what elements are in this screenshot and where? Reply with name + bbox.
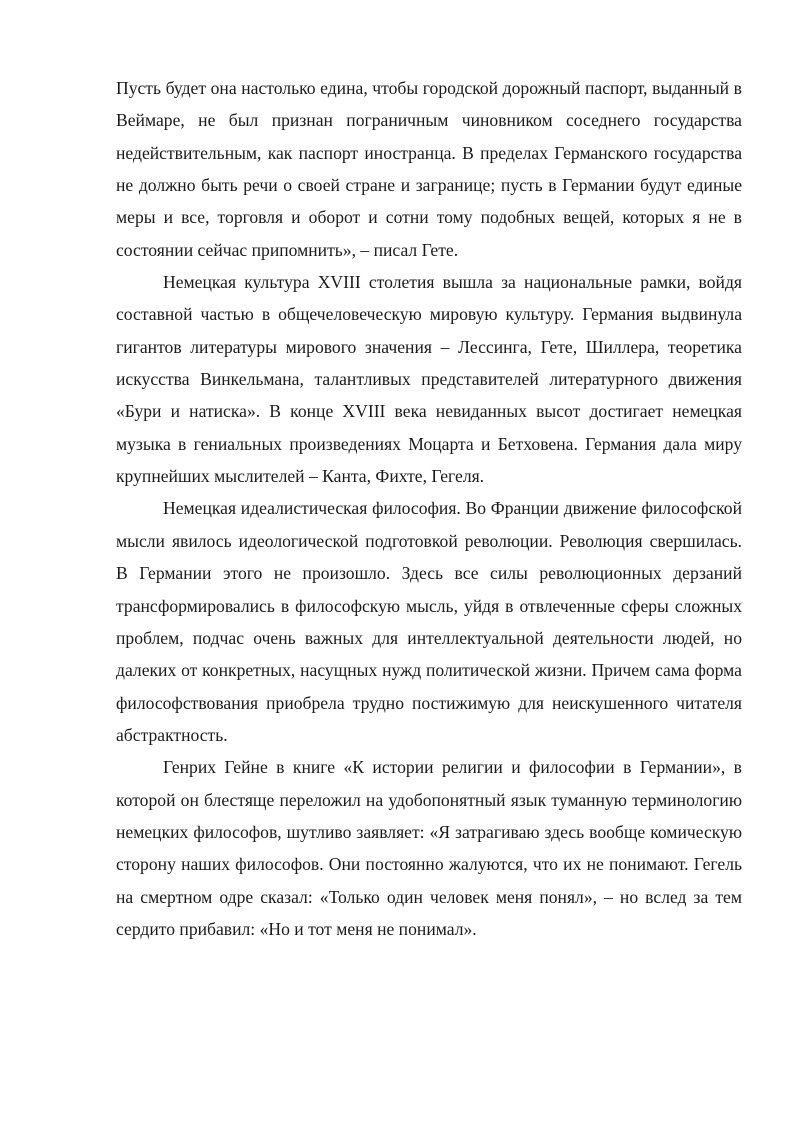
paragraph-passport-quote: Пусть будет она настолько едина, чтобы городской дорожный паспорт, выданный в Веймаре, не был признан пограничным чиновником соседнего государства недействительным, как паспорт иностранца. В пределах Германского государства не должно быть речи о своей стране и загранице; пусть в Германии будут единые меры и все, торговля и оборот и сотни тому подобных вещей, которых я не в состоянии сейчас припомнить», – писал Гете. [116,78,742,260]
paragraph-idealist-philosophy: Немецкая идеалистическая философия. Во Франции движение философской мысли явилось идеологической подготовкой революции. Революция свершилась. В Германии этого не произошло. Здесь все силы революционных дерзаний трансформировались в философскую мысль, уйдя в отвлеченные сферы сложных проблем, подчас очень важных для интеллектуальной деятельности людей, но далеких от конкретных, насущных нужд политической жизни. Причем сама форма философствования приобрела трудно постижимую для неискушенного читателя абстрактность. [116,498,742,745]
paragraph-heine: Генрих Гейне в книге «К истории религии и философии в Германии», в которой он блестяще переложил на удобопонятный язык туманную терминологию немецких философов, шутливо заявляет: «Я затрагиваю здесь вообще комическую сторону наших философов. Они постоянно жалуются, что их не понимают. Гегель на смертном одре сказал: «Только один человек меня понял», – но вслед за тем сердито прибавил: «Но и тот меня не понимал». [116,757,742,939]
body-text [116,72,742,945]
paragraph-german-culture: Немецкая культура XVIII столетия вышла за национальные рамки, войдя составной частью в общечеловеческую мировую культуру. Германия выдвинула гигантов литературы мирового значения – Лессинга, Гете, Шиллера, теоретика искусства Винкельмана, талантливых представителей литературного движения «Бури и натиска». В конце XVIII века невиданных высот достигает немецкая музыка в гениальных произведениях Моцарта и Бетховена. Германия дала миру крупнейших мыслителей – Канта, Фихте, Гегеля. [116,272,742,487]
